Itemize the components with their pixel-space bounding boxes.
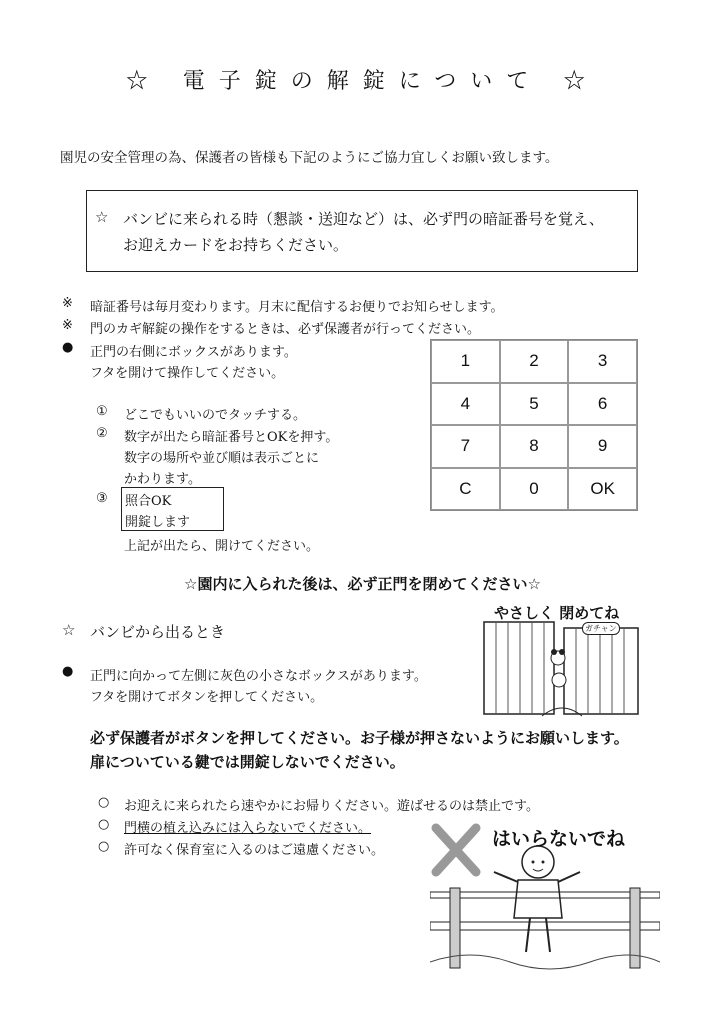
notice-line-2: お迎えカードをお持ちください。 xyxy=(123,236,349,254)
keypad-key: 6 xyxy=(568,383,637,426)
sound-effect: ガチャン xyxy=(582,622,620,635)
exit-heading: バンビから出るとき xyxy=(90,623,226,641)
keypad-key: 9 xyxy=(568,425,637,468)
step-2-number: ② xyxy=(96,426,108,441)
page-title: ☆ 電子錠の解錠について ☆ xyxy=(125,69,600,94)
step-2-text: 数字の場所や並び順は表示ごとに xyxy=(124,451,320,466)
step-1-text: どこでもいいのでタッチする。 xyxy=(124,408,307,423)
exit-line-1: 正門に向かって左側に灰色の小さなボックスがあります。 xyxy=(90,669,427,684)
bullet: ● xyxy=(62,340,74,355)
keypad-key: 3 xyxy=(568,340,637,383)
rule-text: 許可なく保育室に入るのはご遠慮ください。 xyxy=(124,843,385,858)
entry-line-1: 正門の右側にボックスがあります。 xyxy=(90,345,297,360)
gate-closing-illustration xyxy=(482,600,642,718)
keypad-key: 7 xyxy=(431,425,500,468)
close-gate-notice: ☆園内に入られた後は、必ず正門を閉めてください☆ xyxy=(184,575,541,593)
keypad-key: 4 xyxy=(431,383,500,426)
step-3-text: 開錠します xyxy=(125,515,191,530)
entry-line-2: フタを開けて操作してください。 xyxy=(90,366,285,381)
step-2-text: かわります。 xyxy=(124,472,201,487)
after-text: 上記が出たら、開けてください。 xyxy=(124,539,320,554)
keypad-key: 8 xyxy=(500,425,569,468)
note-text: 暗証番号は毎月変わります。月末に配信するお便りでお知らせします。 xyxy=(90,300,504,315)
rule-mark: ○ xyxy=(98,839,110,854)
keypad-diagram xyxy=(430,339,638,511)
rule-mark: ○ xyxy=(98,795,110,810)
step-2-text: 数字が出たら暗証番号とOKを押す。 xyxy=(124,430,339,445)
rule-text: お迎えに来られたら速やかにお帰りください。遊ばせるのは禁止です。 xyxy=(124,799,539,814)
step-3-number: ③ xyxy=(96,491,108,506)
illustration-caption: やさしく 閉めてね xyxy=(494,604,620,622)
notice-box xyxy=(86,190,638,272)
keypad-key: 5 xyxy=(500,383,569,426)
warning-line-1: 必ず保護者がボタンを押してください。お子様が押さないようにお願いします。 xyxy=(90,729,629,747)
note-mark: ※ xyxy=(62,296,73,311)
keypad-key: 1 xyxy=(431,340,500,383)
rule-text: 門横の植え込みには入らないでください。 xyxy=(124,821,372,836)
exit-star: ☆ xyxy=(62,621,76,639)
exit-line-2: フタを開けてボタンを押してください。 xyxy=(90,690,324,705)
rule-mark: ○ xyxy=(98,817,110,832)
notice-star: ☆ xyxy=(95,208,109,226)
keypad-key: 0 xyxy=(500,468,569,511)
note-mark: ※ xyxy=(62,318,73,333)
keypad-key: 2 xyxy=(500,340,569,383)
warning-line-2: 扉についている鍵では開錠しないでください。 xyxy=(90,753,405,771)
step-3-text: 照合OK xyxy=(125,494,172,509)
bullet: ● xyxy=(62,664,74,679)
no-entry-illustration xyxy=(430,822,660,972)
illustration-caption: はいらないでね xyxy=(492,828,626,850)
step-1-number: ① xyxy=(96,404,108,419)
note-text: 門のカギ解錠の操作をするときは、必ず保護者が行ってください。 xyxy=(90,322,481,337)
keypad-key: C xyxy=(431,468,500,511)
keypad-key: OK xyxy=(568,468,637,511)
intro-text: 園児の安全管理の為、保護者の皆様も下記のようにご協力宜しくお願い致します。 xyxy=(60,150,559,166)
notice-line-1: バンビに来られる時（懇談・送迎など）は、必ず門の暗証番号を覚え、 xyxy=(123,210,604,228)
